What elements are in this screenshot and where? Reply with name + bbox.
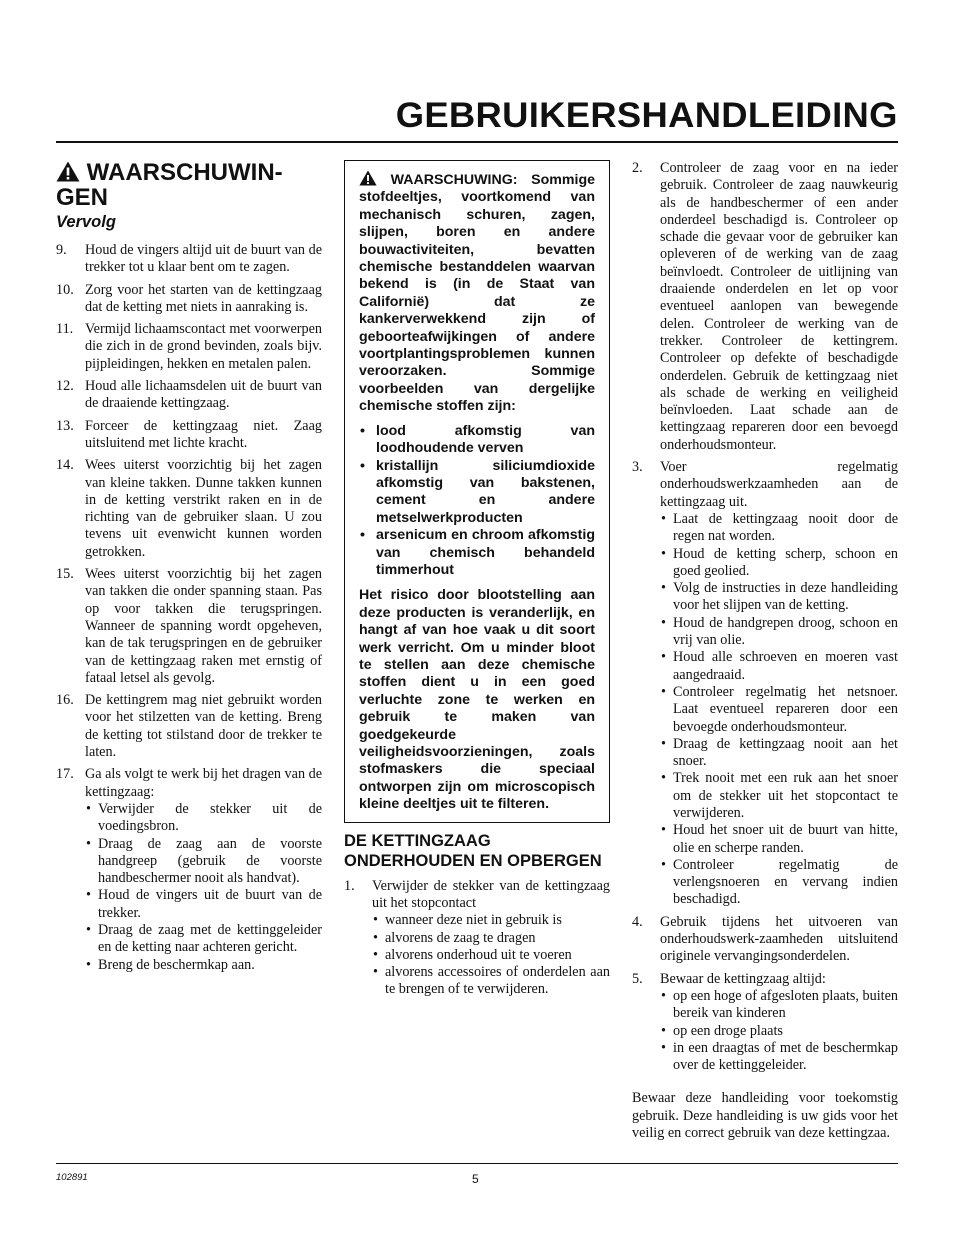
- item-text: Wees uiterst voorzichtig bij het zagen van kleine takken. Dunne takken kunnen in de ketting verstrikt raken en in de richting van de gebruiker slaan. U zou tevens uit evenwicht kunnen worden getrokken.: [85, 457, 322, 560]
- bullet-item: • op een droge plaats: [660, 1023, 898, 1040]
- warning-intro-text: Sommige stofdeeltjes, voortkomend van mechanisch schuren, zagen, slijpen, boren en andere bouwactiviteiten, bevatten chemische bestanddelen waarvan bekend is (in de Staat van Californië) dat ze kankerverwekkend zijn of geboorteafwijkingen of andere voortplantingsproblemen kunnen veroorzaken. Sommige voorbeelden van dergelijke chemische stoffen zijn:: [359, 172, 595, 415]
- bullet-item: • in een draagtas of met de beschermkap over de kettinggeleider.: [660, 1040, 898, 1075]
- item-number: 5.: [632, 970, 643, 987]
- item-number: 15.: [56, 566, 74, 583]
- list-item: [56, 321, 322, 373]
- item-number: 12.: [56, 378, 74, 395]
- footer-rule: [56, 1163, 898, 1164]
- bullet-item: • Draag de kettingzaag nooit aan het snoer.: [660, 736, 898, 771]
- item-text: Zorg voor het starten van de kettingzaag dat de ketting met niets in aanraking is.: [85, 281, 322, 315]
- warning-bullet: • lood afkomstig van loodhoudende verven: [359, 423, 595, 458]
- item-number: 10.: [56, 281, 74, 298]
- bullet-item: • alvorens accessoires of onderdelen aan te brengen of te verwijderen.: [372, 964, 610, 999]
- section-subheading: Vervolg: [56, 213, 116, 231]
- section-heading: [56, 160, 322, 210]
- item-number: 16.: [56, 692, 74, 709]
- item-number: 17.: [56, 766, 74, 783]
- list-item: [56, 378, 322, 413]
- list-item: [56, 418, 322, 453]
- bullet-item: • Houd de handgrepen droog, schoon en vrij van olie.: [660, 615, 898, 650]
- item-number: 1.: [344, 877, 355, 894]
- warning-box: [344, 160, 610, 823]
- list-item: [56, 282, 322, 317]
- bullet-item: • Houd alle schroeven en moeren vast aangedraaid.: [660, 649, 898, 684]
- document-number: 102891: [56, 1172, 88, 1183]
- bullet-item: • Laat de kettingzaag nooit door de regen nat worden.: [660, 511, 898, 546]
- column-middle: [344, 160, 610, 1004]
- bullet-item: • wanneer deze niet in gebruik is: [372, 912, 610, 929]
- section-heading-text: WAARSCHUWIN-GEN: [56, 159, 283, 211]
- list-item: [56, 242, 322, 277]
- item-text: Houd de vingers altijd uit de buurt van de trekker tot u klaar bent om te zagen.: [85, 242, 322, 276]
- closing-paragraph: Bewaar deze handleiding voor toekomstig gebruik. Deze handleiding is uw gids voor het veilig en correct gebruik van deze kettingzaa.: [632, 1090, 898, 1142]
- item-text: Voer regelmatig onderhoudswerkzaamheden aan de kettingzaag uit.: [660, 459, 898, 510]
- maintenance-list-part1: [344, 878, 610, 999]
- list-item: [344, 878, 610, 999]
- bullet-item: • Controleer regelmatig het netsnoer. Laat eventueel repareren door een bevoegde onderhoudsmonteur.: [660, 684, 898, 736]
- item-text: Controleer de zaag voor en na ieder gebruik. Controleer de zaag nauwkeurig als de handbeschermer of een ander onderdeel beschadigd is. Controleer op schade die gevaar voor de gebruiker kan opleveren of de werking van de zaag beïnvloedt. Controleer de uitlijning van draaiende onderdelen en let op voor eventueel aanlopen van bewegende delen. Controleer de werking van de trekker. Controleer de kettingrem. Controleer op defekte of beschadigde onderdelen. Gebruik de kettingzaag niet als schade de werking en veiligheid beïnvloeden. Laat schade aan de kettingzaag repareren door een bevoegd onderhoudsmonteur.: [660, 160, 898, 453]
- warning-bullet: • arsenicum en chroom afkomstig van chemisch behandeld timmerhout: [359, 527, 595, 579]
- item-text: Forceer de kettingzaag niet. Zaag uitsluitend met lichte kracht.: [85, 417, 322, 451]
- item-text: Houd alle lichaamsdelen uit de buurt van de draaiende kettingzaag.: [85, 378, 322, 412]
- title-rule: [56, 141, 898, 143]
- list-item: [56, 566, 322, 687]
- bullet-item: • Controleer regelmatig de verlengsnoeren en vervang indien beschadigd.: [660, 857, 898, 909]
- column-maintenance: [632, 160, 898, 1142]
- item-number: 9.: [56, 242, 67, 258]
- bullet-item: • alvorens de zaag te dragen: [372, 930, 610, 947]
- item-number: 13.: [56, 417, 74, 434]
- bullet-item: • Houd het snoer uit de buurt van hitte, olie en scherpe randen.: [660, 822, 898, 857]
- warning-triangle-icon: [359, 170, 377, 186]
- warning-closing: Het risico door blootstelling aan deze producten is veranderlijk, en hangt af van hoe vaak u dit soort werk verricht. Om u minder bloot te stellen aan deze chemische stoffen dient u in een goed verluchte zone te werken en gebruik te maken van goedgekeurde veiligheidsvoorzieningen, zoals stofmaskers die speciaal ontworpen zijn om microscopisch kleine deeltjes uit te filteren.: [359, 587, 595, 813]
- warnings-list: [56, 242, 322, 974]
- list-item: [632, 971, 898, 1075]
- item-number: 4.: [632, 913, 643, 930]
- item-text: Verwijder de stekker van de kettingzaag uit het stopcontact: [372, 877, 610, 911]
- list-item: [632, 914, 898, 966]
- item-text: Bewaar de kettingzaag altijd:: [660, 970, 826, 987]
- warning-bullets: [359, 423, 595, 580]
- warning-triangle-icon: [56, 161, 80, 182]
- item-number: 2.: [632, 160, 643, 176]
- warning-bullet: • kristallijn siliciumdioxide afkomstig van bakstenen, cement en andere metselwerkproducten: [359, 458, 595, 528]
- maintenance-list-part2: [632, 160, 898, 1074]
- item-text: Vermijd lichaamscontact met voorwerpen die zich in de grond bevinden, zoals bijv. pijpleidingen, hekken en metalen palen.: [85, 321, 322, 372]
- column-warnings: [56, 160, 322, 979]
- bullet-item: • Trek nooit met een ruk aan het snoer om de stekker uit het stopcontact te verwijderen.: [660, 770, 898, 822]
- item-text: De kettingrem mag niet gebruikt worden voor het stilzetten van de ketting. Breng de ketting tot stilstand door de trekker te laten.: [85, 692, 322, 761]
- bullet-item: • alvorens onderhoud uit te voeren: [372, 947, 610, 964]
- item-number: 11.: [56, 321, 74, 338]
- bullet-item: • Verwijder de stekker uit de voedingsbron.: [85, 801, 322, 836]
- item-text: Wees uiterst voorzichtig bij het zagen van takken die onder spanning staan. Pas op voor takken die terugspringen. Wanneer de spanning wordt opgeheven, kan de tak terugspringen en de gebruiker van de kettingzaag raken met ernstig of fataal letsel als gevolg.: [85, 566, 322, 686]
- maintenance-heading: DE KETTINGZAAG ONDERHOUDEN EN OPBERGEN: [344, 831, 602, 871]
- warning-lead: WAARSCHUWING:: [390, 172, 518, 188]
- item-text: Ga als volgt te werk bij het dragen van de kettingzaag:: [85, 766, 322, 800]
- list-item: [56, 457, 322, 561]
- list-item: [632, 459, 898, 909]
- page-title: GEBRUIKERSHANDLEIDING: [395, 96, 898, 135]
- page-number: 5: [472, 1172, 479, 1186]
- bullet-item: • Draag de zaag aan de voorste handgreep (gebruik de voorste handbeschermer nooit als handvat).: [85, 836, 322, 888]
- warning-intro: [359, 170, 595, 416]
- list-item: [56, 766, 322, 974]
- item-text: Gebruik tijdens het uitvoeren van onderhoudswerk-zaamheden uitsluitend originele vervangingsonderdelen.: [660, 913, 898, 965]
- list-item: [632, 160, 898, 454]
- bullet-item: • op een hoge of afgesloten plaats, buiten bereik van kinderen: [660, 988, 898, 1023]
- bullet-item: • Breng de beschermkap aan.: [85, 957, 322, 974]
- bullet-item: • Houd de vingers uit de buurt van de trekker.: [85, 887, 322, 922]
- item-number: 3.: [632, 459, 643, 476]
- bullet-item: • Houd de ketting scherp, schoon en goed geolied.: [660, 546, 898, 581]
- bullet-item: • Volg de instructies in deze handleiding voor het slijpen van de ketting.: [660, 580, 898, 615]
- item-number: 14.: [56, 457, 74, 474]
- bullet-item: • Draag de zaag met de kettinggeleider en de ketting naar achteren gericht.: [85, 922, 322, 957]
- list-item: [56, 692, 322, 761]
